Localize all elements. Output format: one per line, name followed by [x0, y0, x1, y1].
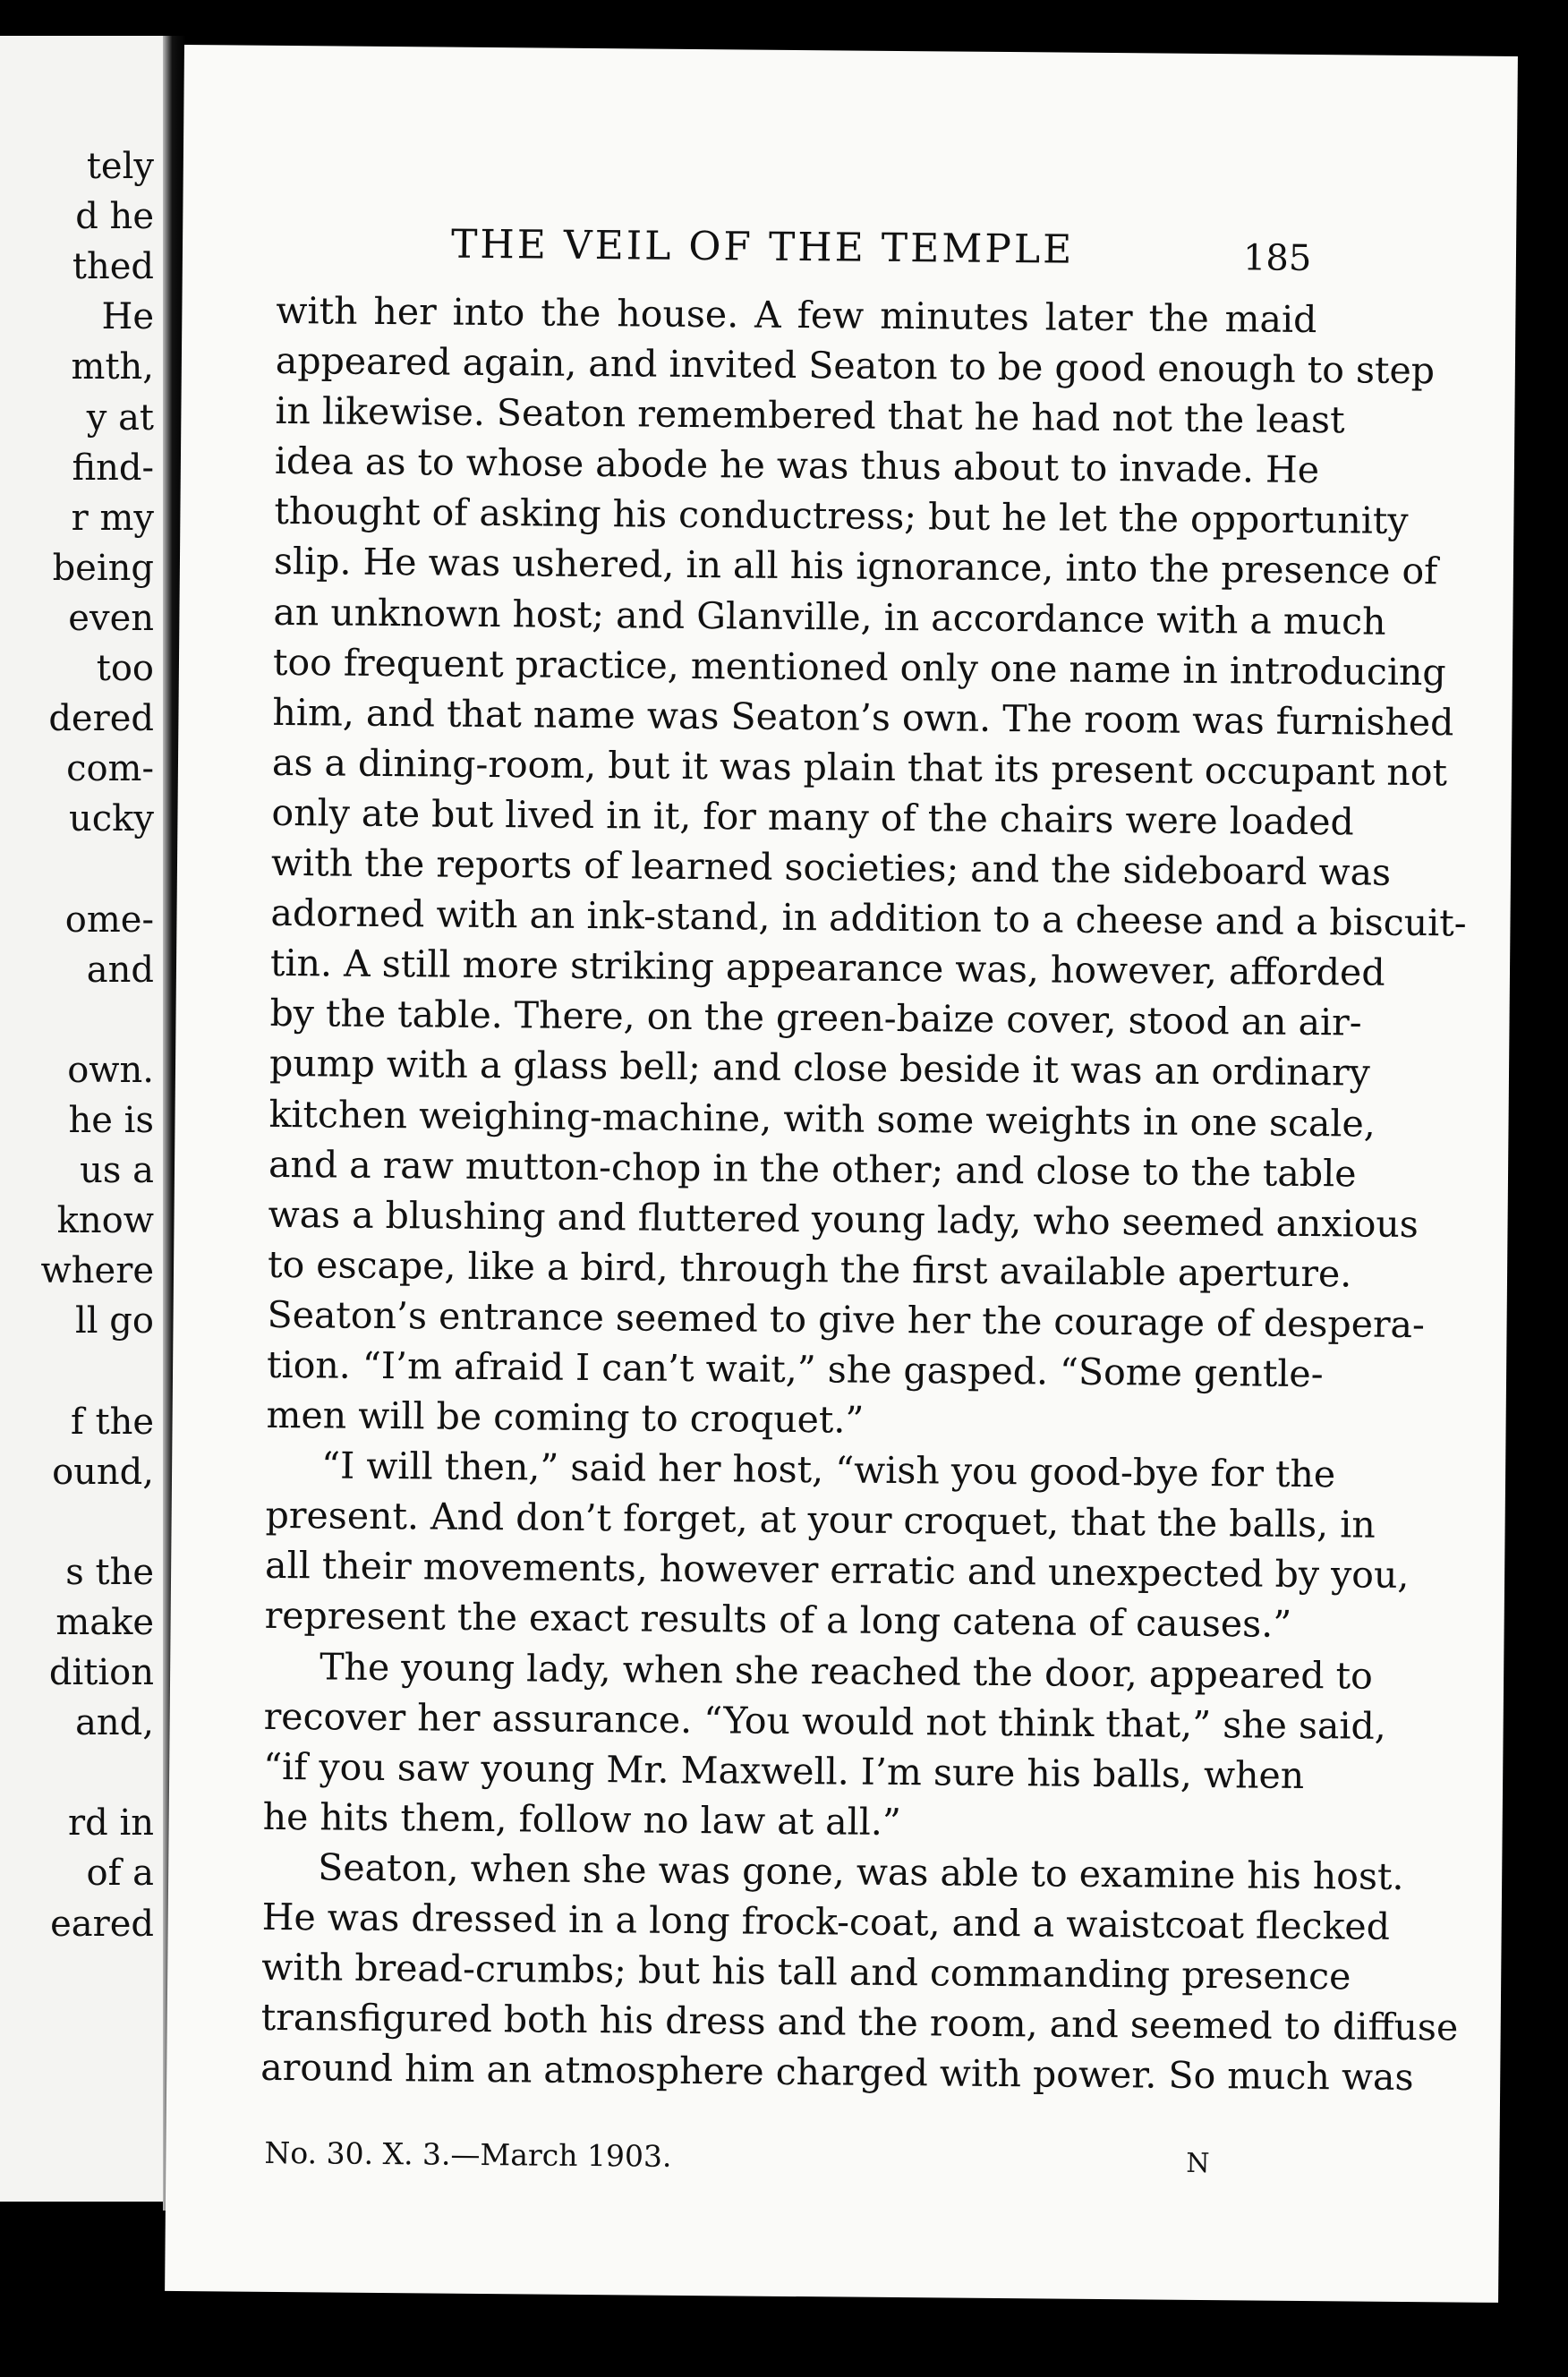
previous-page-line-fragment: and [86, 949, 154, 991]
previous-page-line-fragment: ll go [75, 1300, 154, 1342]
text-line: with her into the house. A few minutes later the maid [276, 288, 1317, 342]
previous-page-line-fragment: own. [67, 1049, 154, 1091]
text-line: Seaton’s entrance seemed to give her the courage of despera- [267, 1292, 1426, 1347]
previous-page-line-fragment: ound, [52, 1451, 154, 1493]
text-line: pump with a glass bell; and close beside it was an ordinary [268, 1042, 1370, 1095]
text-line: transfigured both his dress and the room, and seemed to diffuse [260, 1996, 1459, 2049]
previous-page-line-fragment: ome- [64, 899, 154, 941]
text-line: was a blushing and fluttered young lady, who seemed anxious [268, 1192, 1419, 1246]
previous-page-line-fragment: too [96, 648, 154, 689]
text-line: tin. A still more striking appearance was, however, afforded [269, 941, 1385, 994]
previous-page-line-fragment: and, [75, 1702, 154, 1744]
text-line: The young lady, when she reached the door, appeared to [319, 1644, 1373, 1698]
book-page [165, 45, 1518, 2303]
previous-page-line-fragment: us a [80, 1150, 154, 1191]
previous-page-strip [0, 36, 163, 2202]
text-line: adorned with an ink-stand, in addition to a cheese and a biscuit- [270, 891, 1467, 945]
text-line: present. And don’t forget, at your croquet, that the balls, in [265, 1494, 1376, 1546]
text-line: represent the exact results of a long catena of causes.” [264, 1594, 1292, 1647]
text-line: all their movements, however erratic and unexpected by you, [264, 1544, 1410, 1597]
previous-page-line-fragment: dered [48, 698, 154, 740]
text-line: an unknown host; and Glanville, in accordance with a much [273, 590, 1386, 643]
text-line: he hits them, follow no law at all.” [262, 1794, 902, 1844]
previous-page-line-fragment: he is [68, 1099, 154, 1141]
text-line: around him an atmosphere charged with power. So much was [260, 2046, 1414, 2100]
text-line: idea as to whose abode he was thus about to invade. He [274, 439, 1320, 492]
previous-page-line-fragment: know [56, 1200, 154, 1242]
previous-page-line-fragment: s the [65, 1551, 154, 1593]
text-line: kitchen weighing-machine, with some weights in one scale, [268, 1092, 1376, 1146]
text-line: “if you saw young Mr. Maxwell. I’m sure his balls, when [263, 1744, 1305, 1797]
previous-page-line-fragment: com- [66, 748, 154, 790]
text-line: and a raw mutton-chop in the other; and close to the table [268, 1142, 1357, 1196]
previous-page-line-fragment: tely [86, 146, 154, 187]
text-line: tion. “I’m afraid I can’t wait,” she gasped. “Some gentle- [266, 1342, 1324, 1396]
text-line: He was dressed in a long frock-coat, and a waistcoat flecked [261, 1895, 1391, 1948]
previous-page-line-fragment: ucky [69, 798, 154, 840]
body-text [260, 285, 1467, 2101]
signature-mark: N [1186, 2147, 1210, 2180]
text-line: as a dining-room, but it was plain that its present occupant not [271, 740, 1448, 795]
text-line: by the table. There, on the green-baize cover, stood an air- [269, 992, 1362, 1044]
previous-page-line-fragment: d he [75, 196, 154, 238]
text-line: recover her assurance. “You would not think that,” she said, [263, 1694, 1387, 1748]
text-line: Seaton, when she was gone, was able to examine his host. [318, 1845, 1404, 1898]
text-line: only ate but lived in it, for many of the chairs were loaded [271, 790, 1354, 844]
running-head: THE VEIL OF THE TEMPLE [450, 221, 1075, 273]
previous-page-line-fragment: f the [70, 1401, 154, 1443]
text-line: too frequent practice, mentioned only one name in introducing [272, 640, 1446, 694]
previous-page-line-fragment: mth, [71, 346, 154, 388]
previous-page-line-fragment: y at [86, 396, 154, 439]
text-line: “I will then,” said her host, “wish you good-bye for the [320, 1444, 1336, 1496]
previous-page-line-fragment: eared [50, 1903, 154, 1945]
previous-page-line-fragment: He [101, 296, 154, 338]
text-line: in likewise. Seaton remembered that he had not the least [275, 389, 1345, 442]
previous-page-line-fragment: dition [48, 1652, 154, 1693]
footer-signature: No. 30. X. 3.—March 1903. [264, 2134, 672, 2174]
previous-page-line-fragment: of a [86, 1853, 154, 1895]
previous-page-line-fragment: being [52, 547, 154, 589]
text-line: with bread-crumbs; but his tall and commanding presence [261, 1945, 1351, 1998]
page-number: 185 [1242, 237, 1312, 279]
text-line: appeared again, and invited Seaton to be good enough to step [275, 338, 1436, 393]
text-line: to escape, like a bird, through the first available aperture. [267, 1242, 1352, 1296]
previous-page-line-fragment: r my [71, 497, 154, 539]
previous-page-line-fragment: even [68, 597, 154, 639]
text-line: slip. He was ushered, in all his ignorance, into the presence of [273, 540, 1438, 593]
text-line: thought of asking his conductress; but he let the opportunity [274, 490, 1409, 543]
text-line: him, and that name was Seaton’s own. The room was furnished [272, 690, 1454, 745]
text-line: with the reports of learned societies; and the sideboard was [270, 840, 1392, 894]
previous-page-line-fragment: where [40, 1250, 154, 1292]
text-line: men will be coming to croquet.” [266, 1393, 865, 1442]
previous-page-line-fragment: rd in [68, 1802, 154, 1845]
previous-page-line-fragment: make [55, 1601, 154, 1643]
previous-page-line-fragment: find- [72, 447, 154, 489]
previous-page-line-fragment: thed [72, 246, 154, 288]
